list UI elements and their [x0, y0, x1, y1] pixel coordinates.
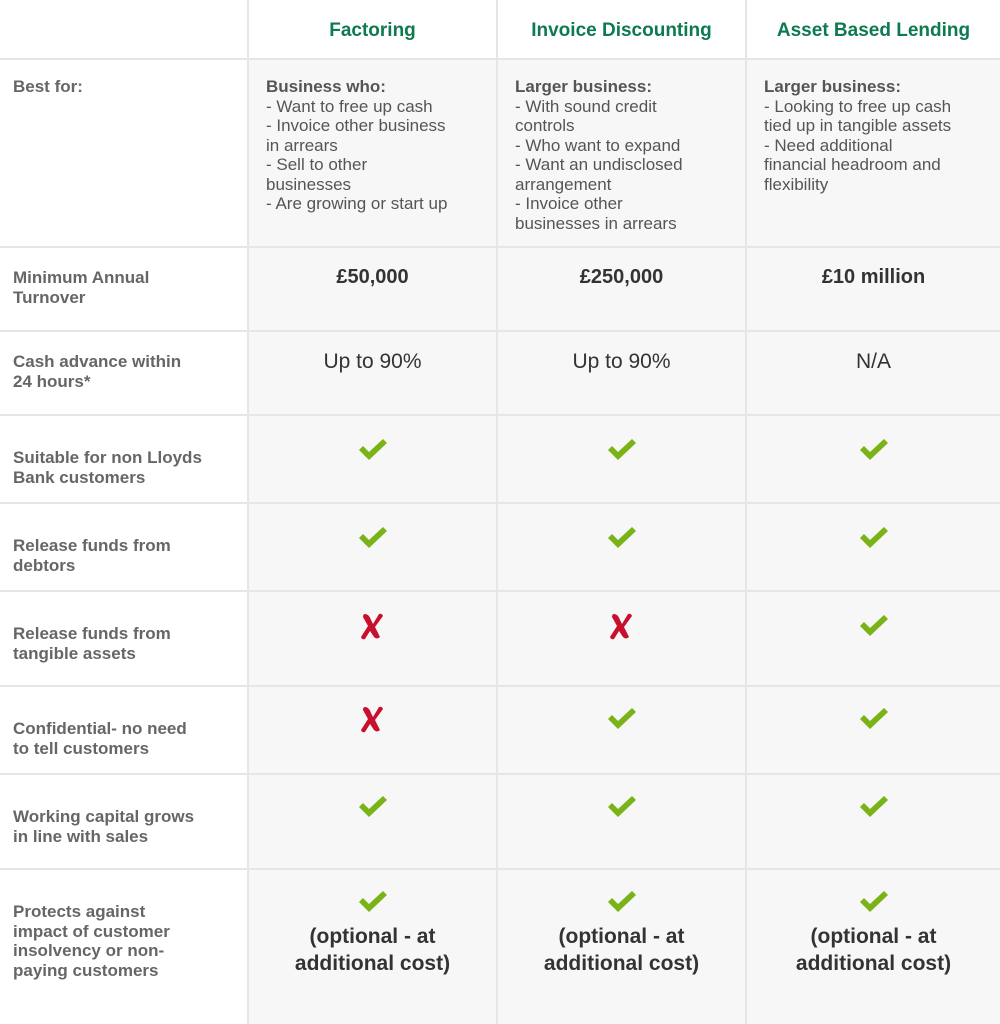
label-line: impact of customer — [13, 921, 170, 941]
cross-icon — [357, 612, 389, 640]
working-capital-asset-based-lending-cell — [745, 775, 1000, 868]
check-icon — [357, 888, 389, 916]
label-line: debtors — [13, 555, 76, 575]
optional-cost-note — [249, 923, 496, 977]
label-line: 24 hours* — [13, 371, 91, 391]
row-label-protects — [13, 902, 239, 980]
cash-advance-value: Up to 90% — [572, 350, 671, 373]
check-icon — [357, 793, 389, 821]
best-for-line: - Who want to expand — [515, 135, 681, 155]
label-line: to tell customers — [13, 738, 150, 758]
row-label-tangible — [13, 624, 239, 663]
row-label-cell — [0, 332, 247, 414]
cash-advance-value: N/A — [855, 350, 891, 373]
tangible-asset-based-lending-cell — [745, 592, 1000, 685]
confidential-invoice-discounting-cell — [496, 687, 745, 773]
check-icon — [858, 524, 890, 552]
best-for-line: controls — [515, 116, 575, 135]
label-line: Release funds from — [13, 536, 171, 555]
protects-factoring-cell — [247, 870, 496, 1024]
row-non-lloyds — [0, 416, 1000, 504]
turnover-value: £10 million — [821, 266, 926, 288]
note-line: additional cost) — [543, 952, 700, 975]
row-debtors — [0, 504, 1000, 592]
row-confidential — [0, 687, 1000, 775]
cash-advance-factoring-cell — [247, 332, 496, 414]
row-label-confidential — [13, 719, 239, 758]
row-label-working-capital — [13, 807, 239, 846]
best-for-line: in arrears — [266, 135, 338, 155]
check-icon — [858, 705, 890, 733]
check-icon — [858, 793, 890, 821]
non-lloyds-asset-based-lending-cell — [745, 416, 1000, 502]
best-for-factoring-cell — [247, 60, 496, 246]
column-title-asset-based-lending: Asset Based Lending — [776, 20, 971, 41]
header-asset-based-lending — [745, 0, 1000, 58]
cross-icon — [606, 612, 638, 640]
label-line: Minimum Annual — [13, 268, 150, 287]
check-icon — [858, 436, 890, 464]
row-label-min-turnover — [13, 268, 239, 307]
cash-advance-invoice-discounting-cell — [496, 332, 745, 414]
label-line: Suitable for non Lloyds — [13, 448, 202, 467]
best-for-lead: Business who: — [266, 77, 386, 96]
check-icon — [606, 793, 638, 821]
non-lloyds-factoring-cell — [247, 416, 496, 502]
row-cash-advance — [0, 332, 1000, 416]
label-line: paying customers — [13, 960, 159, 980]
header-factoring — [247, 0, 496, 58]
check-icon — [606, 524, 638, 552]
best-for-lead: Larger business: — [515, 77, 652, 96]
best-for-line: arrangement — [515, 174, 612, 194]
best-for-line: - Are growing or start up — [266, 194, 448, 213]
turnover-value: £50,000 — [336, 266, 409, 288]
best-for-line: - Looking to free up cash — [764, 96, 952, 116]
row-min-turnover — [0, 248, 1000, 332]
column-title-factoring: Factoring — [329, 20, 416, 41]
best-for-line: - Want an undisclosed — [515, 155, 683, 174]
check-icon — [606, 436, 638, 464]
best-for-line: tied up in tangible assets — [764, 116, 952, 135]
column-title-invoice-discounting: Invoice Discounting — [531, 20, 712, 41]
note-line: (optional - at — [309, 925, 436, 948]
best-for-line: - Invoice other business — [266, 116, 446, 135]
best-for-line: - Sell to other — [266, 155, 368, 174]
protects-invoice-discounting-cell — [496, 870, 745, 1024]
best-for-line: - Invoice other — [515, 194, 623, 213]
label-line: Bank customers — [13, 467, 146, 487]
row-label-cell — [0, 248, 247, 330]
check-icon — [606, 888, 638, 916]
check-icon — [357, 524, 389, 552]
turnover-factoring-cell — [247, 248, 496, 330]
note-line: additional cost) — [294, 952, 451, 975]
cash-advance-asset-based-lending-cell — [745, 332, 1000, 414]
note-line: (optional - at — [810, 925, 937, 948]
row-best-for — [0, 60, 1000, 248]
best-for-line: financial headroom and — [764, 155, 941, 174]
protects-asset-based-lending-cell — [745, 870, 1000, 1024]
best-for-line: businesses in arrears — [515, 213, 677, 233]
confidential-factoring-cell — [247, 687, 496, 773]
row-label-cell — [0, 870, 247, 1024]
check-icon — [357, 436, 389, 464]
debtors-factoring-cell — [247, 504, 496, 590]
row-label-cell — [0, 592, 247, 685]
row-label-cell — [0, 775, 247, 868]
row-label-non-lloyds — [13, 448, 239, 487]
best-for-invoice-discounting-cell — [496, 60, 745, 246]
best-for-line: - With sound credit — [515, 96, 657, 116]
working-capital-factoring-cell — [247, 775, 496, 868]
optional-cost-note — [747, 923, 1000, 977]
cross-icon — [357, 705, 389, 733]
best-for-line: - Need additional — [764, 135, 893, 155]
tangible-factoring-cell — [247, 592, 496, 685]
label-line: Cash advance within — [13, 352, 182, 371]
best-for-asset-based-lending-cell — [745, 60, 1000, 246]
non-lloyds-invoice-discounting-cell — [496, 416, 745, 502]
turnover-invoice-discounting-cell — [496, 248, 745, 330]
working-capital-invoice-discounting-cell — [496, 775, 745, 868]
row-label-cell — [0, 504, 247, 590]
best-for-line: flexibility — [764, 174, 829, 194]
turnover-asset-based-lending-cell — [745, 248, 1000, 330]
optional-cost-note — [498, 923, 745, 977]
check-icon — [858, 888, 890, 916]
best-for-invoice-discounting — [515, 77, 739, 233]
best-for-line: - Want to free up cash — [266, 96, 433, 116]
label-line: tangible assets — [13, 643, 136, 663]
row-label-best-for: Best for: — [13, 77, 83, 96]
tangible-invoice-discounting-cell — [496, 592, 745, 685]
best-for-lead: Larger business: — [764, 77, 901, 96]
label-line: in line with sales — [13, 826, 149, 846]
row-label-cell — [0, 416, 247, 502]
check-icon — [606, 705, 638, 733]
best-for-asset-based-lending — [764, 77, 994, 194]
header-invoice-discounting — [496, 0, 745, 58]
header-row — [0, 0, 1000, 60]
row-tangible — [0, 592, 1000, 687]
best-for-factoring — [266, 77, 490, 214]
header-empty-cell — [0, 0, 247, 58]
cash-advance-value: Up to 90% — [323, 350, 422, 373]
best-for-line: businesses — [266, 174, 352, 194]
row-protects — [0, 870, 1000, 1024]
label-line: insolvency or non- — [13, 941, 165, 960]
label-line: Release funds from — [13, 624, 171, 643]
row-working-capital — [0, 775, 1000, 870]
label-line: Working capital grows — [13, 807, 195, 826]
label-line: Protects against — [13, 902, 146, 921]
check-icon — [858, 612, 890, 640]
row-label-cash-advance — [13, 352, 239, 391]
note-line: additional cost) — [795, 952, 952, 975]
row-label-debtors — [13, 536, 239, 575]
row-label-cell — [0, 687, 247, 773]
debtors-invoice-discounting-cell — [496, 504, 745, 590]
debtors-asset-based-lending-cell — [745, 504, 1000, 590]
label-line: Confidential- no need — [13, 719, 187, 738]
note-line: (optional - at — [558, 925, 685, 948]
confidential-asset-based-lending-cell — [745, 687, 1000, 773]
turnover-value: £250,000 — [579, 266, 664, 288]
label-line: Turnover — [13, 287, 86, 307]
row-label-cell — [0, 60, 247, 246]
